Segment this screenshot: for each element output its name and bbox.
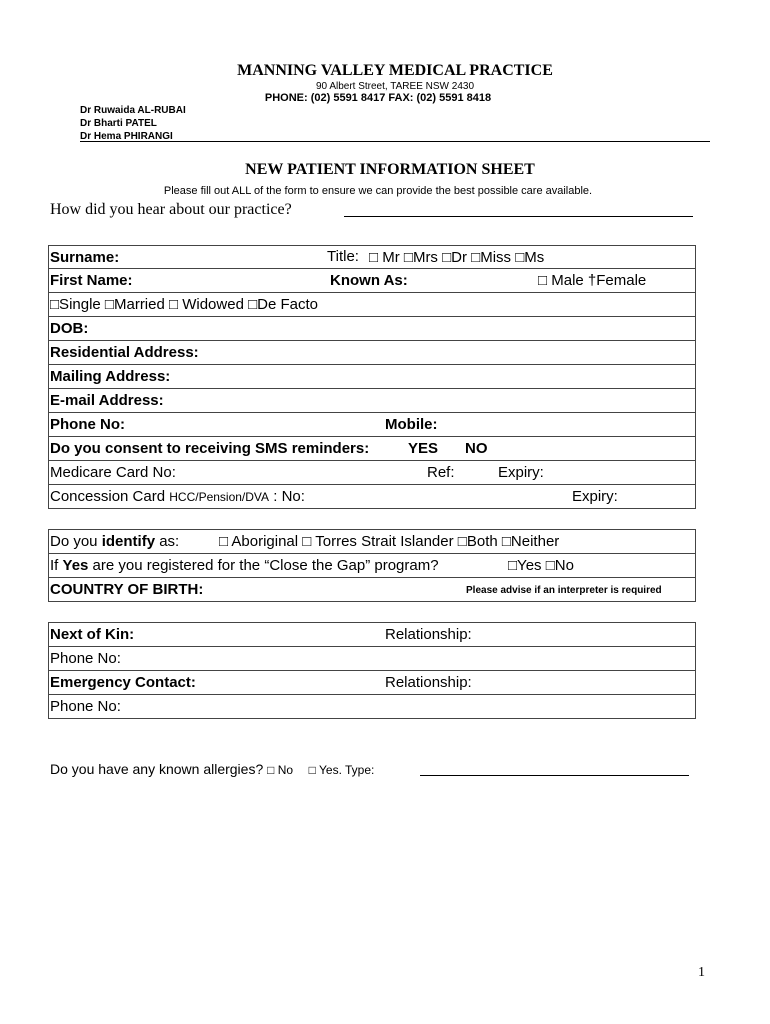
mailing-label: Mailing Address:: [50, 368, 171, 385]
doctor-name: Dr Hema PHIRANGI: [80, 131, 173, 142]
table-row: [49, 554, 696, 578]
table-row: [49, 647, 696, 671]
table-row: [49, 461, 696, 485]
kin-phone-label: Phone No:: [50, 650, 121, 667]
marital-row[interactable]: [49, 293, 696, 317]
hear-about-question: How did you hear about our practice?: [50, 201, 292, 218]
surname-row[interactable]: [49, 246, 696, 269]
next-of-kin-label: Next of Kin:: [50, 626, 135, 643]
sms-consent-label: Do you consent to receiving SMS reminders:: [50, 440, 370, 457]
residential-row[interactable]: [49, 341, 696, 365]
emergency-phone-row[interactable]: [49, 695, 696, 719]
hear-about-input[interactable]: [344, 216, 693, 217]
identify-bold: identify: [101, 533, 156, 550]
practice-address: 90 Albert Street, TAREE NSW 2430: [315, 81, 475, 92]
sms-no-option[interactable]: NO: [465, 440, 488, 457]
kin-phone-row[interactable]: [49, 647, 696, 671]
table-row: [49, 365, 696, 389]
table-row: [49, 293, 696, 317]
residential-label: Residential Address:: [50, 344, 199, 361]
identify-options[interactable]: □ Aboriginal □ Torres Strait Islander □Both □Neither: [219, 533, 560, 550]
table-row: [49, 437, 696, 461]
concession-expiry-label: Expiry:: [572, 488, 618, 505]
table-row: [49, 389, 696, 413]
dob-label: DOB:: [50, 320, 89, 337]
table-row: [49, 671, 696, 695]
close-the-gap-options[interactable]: □Yes □No: [508, 557, 574, 574]
relationship-label: Relationship:: [385, 626, 472, 643]
table-row: [49, 485, 696, 509]
next-of-kin-row[interactable]: [49, 623, 696, 647]
mobile-label: Mobile:: [385, 416, 438, 433]
identify-text: Do you: [50, 533, 102, 550]
table-row: [49, 246, 696, 269]
concession-types: HCC/Pension/DVA: [169, 490, 270, 504]
surname-label: Surname:: [50, 249, 120, 266]
allergies-no-option[interactable]: □ No: [267, 763, 294, 777]
table-row: [49, 623, 696, 647]
title-label: Title:: [327, 248, 359, 265]
email-label: E-mail Address:: [50, 392, 164, 409]
doctor-name: Dr Ruwaida AL-RUBAI: [80, 105, 186, 116]
instructions: Please fill out ALL of the form to ensure we can provide the best possible care available.: [163, 185, 593, 197]
personal-details-table: [48, 245, 696, 509]
close-the-gap-row[interactable]: [49, 554, 696, 578]
allergies-yes-option[interactable]: □ Yes. Type:: [308, 763, 375, 777]
medicare-label: Medicare Card No:: [50, 464, 176, 481]
table-row: [49, 269, 696, 293]
emergency-contact-label: Emergency Contact:: [50, 674, 196, 691]
table-row: [49, 413, 696, 437]
page-title: NEW PATIENT INFORMATION SHEET: [245, 161, 535, 178]
concession-label-text: Concession Card: [50, 488, 170, 505]
title-options[interactable]: □ Mr □Mrs □Dr □Miss □Ms: [369, 249, 545, 266]
known-as-label: Known As:: [330, 272, 408, 289]
emergency-relationship-label: Relationship:: [385, 674, 472, 691]
first-name-label: First Name:: [50, 272, 133, 289]
gender-options[interactable]: □ Male †Female: [538, 272, 647, 289]
sms-row[interactable]: [49, 437, 696, 461]
header-divider: [80, 141, 710, 142]
concession-label: [50, 488, 305, 505]
gap-question: are you registered for the “Close the Gap” program?: [88, 557, 439, 574]
next-of-kin-table: [48, 622, 696, 719]
identify-row[interactable]: [49, 530, 696, 554]
practice-phone-fax: PHONE: (02) 5591 8417 FAX: (02) 5591 8418: [264, 92, 492, 104]
country-row[interactable]: [49, 578, 696, 602]
concession-row[interactable]: [49, 485, 696, 509]
gap-if: If: [50, 557, 63, 574]
medicare-row[interactable]: [49, 461, 696, 485]
emergency-phone-label: Phone No:: [50, 698, 121, 715]
close-the-gap-label: [50, 557, 439, 574]
country-of-birth-label: COUNTRY OF BIRTH:: [50, 581, 204, 598]
practice-name: MANNING VALLEY MEDICAL PRACTICE: [237, 62, 553, 79]
table-row: [49, 530, 696, 554]
identify-label: [50, 533, 179, 550]
emergency-contact-row[interactable]: [49, 671, 696, 695]
mailing-row[interactable]: [49, 365, 696, 389]
ref-label: Ref:: [427, 464, 455, 481]
interpreter-note: Please advise if an interpreter is required: [466, 585, 662, 596]
doctor-list: [80, 104, 186, 143]
table-row: [49, 341, 696, 365]
dob-row[interactable]: [49, 317, 696, 341]
page-number: 1: [698, 965, 705, 980]
table-row: [49, 578, 696, 602]
phone-row[interactable]: [49, 413, 696, 437]
allergies-question: Do you have any known allergies?: [50, 761, 264, 777]
marital-options[interactable]: □Single □Married □ Widowed □De Facto: [50, 296, 319, 313]
identify-as: as:: [155, 533, 180, 550]
expiry-label: Expiry:: [498, 464, 544, 481]
identity-table: [48, 529, 696, 602]
allergies-type-input[interactable]: [420, 775, 689, 776]
first-name-row[interactable]: [49, 269, 696, 293]
concession-no-label: : No:: [269, 488, 305, 505]
phone-label: Phone No:: [50, 416, 125, 433]
table-row: [49, 695, 696, 719]
gap-yes-bold: Yes: [62, 557, 89, 574]
email-row[interactable]: [49, 389, 696, 413]
allergies-question-line: [50, 761, 374, 777]
table-row: [49, 317, 696, 341]
doctor-name: Dr Bharti PATEL: [80, 118, 157, 129]
sms-yes-option[interactable]: YES: [408, 440, 439, 457]
